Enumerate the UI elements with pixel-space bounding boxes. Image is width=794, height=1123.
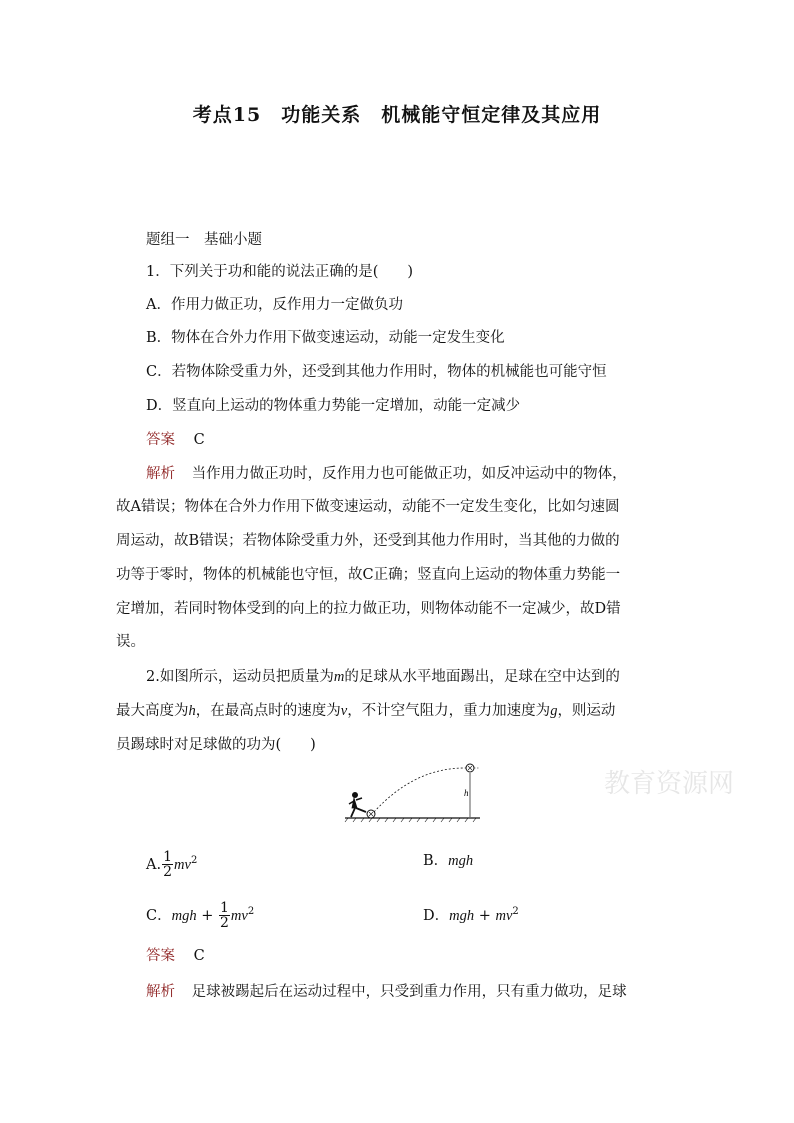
height-label: h [464,788,469,798]
q2-answer [146,946,205,966]
q1-analysis-line-3: 周运动，故B错误；若物体除受重力外，还受到其他力作用时，当其他的力做的 [116,533,620,549]
var-h: h [188,703,196,719]
fraction-half: $\frac{1}{2}$ [219,900,229,932]
answer-label: 答案 [146,948,175,964]
q1-analysis-line-6: 误。 [116,634,145,650]
q2-option-c: C．mgh + $\frac{1}{2}$ $mv^2$ [146,900,255,932]
q1-answer [146,430,205,450]
q1-analysis-line-5: 定增加，若同时物体受到的向上的拉力做正功，则物体动能不一定减少，故D错 [116,601,621,617]
q2-stem-line-3: 员踢球时对足球做的功为( ) [116,737,316,753]
fraction-half: $\frac{1}{2}$ [163,849,173,881]
q1-option-a: A．作用力做正功，反作用力一定做负功 [146,297,403,313]
page-title: 考点15 功能关系 机械能守恒定律及其应用 [192,104,602,126]
q2-option-b: B．mgh [423,853,474,869]
analysis-label: 解析 [146,984,175,1000]
group-heading: 题组一 基础小题 [146,232,262,248]
q1-option-b: B．物体在合外力作用下做变速运动，动能一定发生变化 [146,330,505,346]
watermark: 教育资源网 [604,769,735,799]
q1-analysis-line-4: 功等于零时，物体的机械能也守恒，故C正确；竖直向上运动的物体重力势能一 [116,567,621,583]
var-v: v [340,703,348,719]
q1-option-c: C．若物体除受重力外，还受到其他力作用时，物体的机械能也可能守恒 [146,364,607,380]
q1-analysis-line-1 [146,464,627,484]
q1-stem: 1．下列关于功和能的说法正确的是( ) [146,264,414,280]
answer-value: C [193,432,205,448]
q2-stem-line-1: 2.如图所示，运动员把质量为m的足球从水平地面踢出，足球在空中达到的 [146,669,620,685]
q2-option-d: D．mgh + $mv^2$ [423,906,519,924]
var-g: g [550,703,558,719]
q2-stem-line-2: 最大高度为h，在最高点时的速度为v，不计空气阻力，重力加速度为g，则运动 [116,703,616,719]
kick-diagram [340,762,490,824]
answer-value: C [193,948,205,964]
trajectory-path [374,768,467,812]
analysis-text: 当作用力做正功时，反作用力也可能做正功，如反冲运动中的物体， [191,466,627,482]
q2-option-a: A. $\frac{1}{2}$ $mv^2$ [146,849,198,881]
q2-analysis-line-1 [146,982,627,1002]
answer-label: 答案 [146,432,175,448]
player-figure [349,792,366,817]
var-m: m [333,669,345,685]
analysis-label: 解析 [146,466,175,482]
analysis-text: 足球被踢起后在运动过程中，只受到重力作用，只有重力做功，足球 [191,984,627,1000]
q1-option-d: D．竖直向上运动的物体重力势能一定增加，动能一定减少 [146,398,521,414]
q1-analysis-line-2: 故A错误；物体在合外力作用下做变速运动，动能不一定发生变化，比如匀速圆 [116,499,620,515]
